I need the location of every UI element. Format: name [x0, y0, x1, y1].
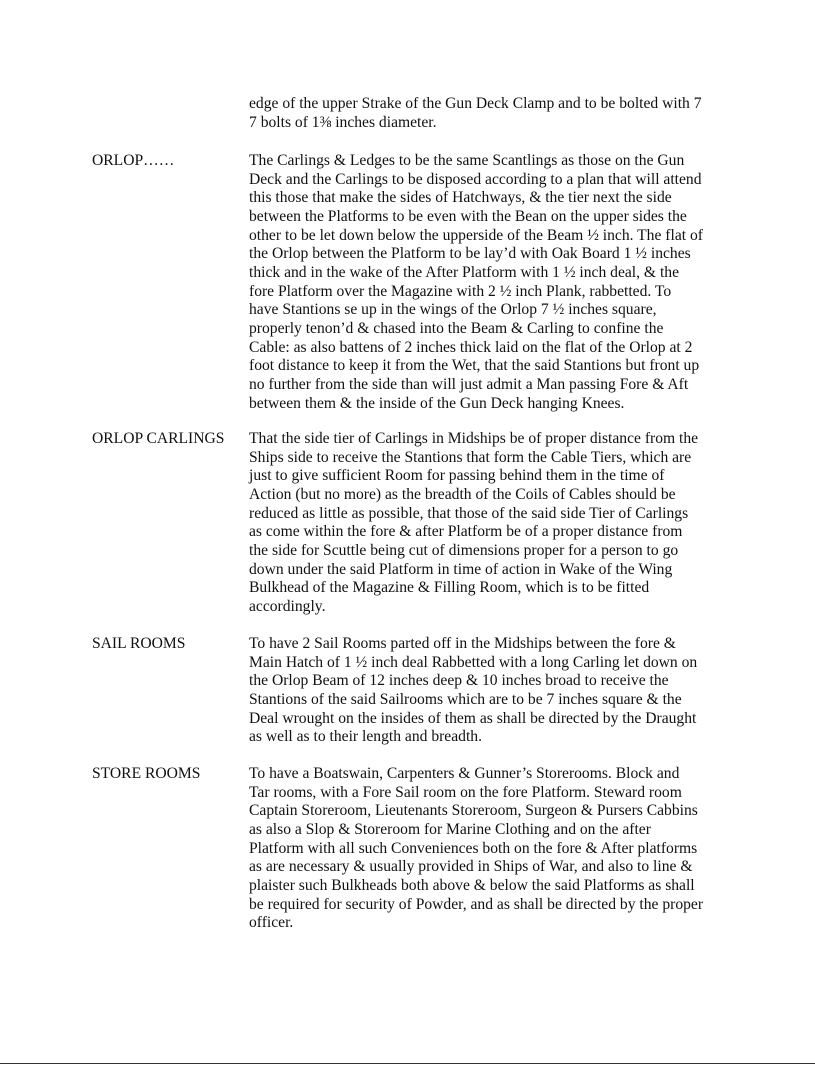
text-line: Cable: as also battens of 2 inches thick laid on the flat of the Orlop at 2 [249, 338, 693, 356]
text-line: plaister such Bulkheads both above & below the said Platforms as shall [249, 876, 695, 894]
text-line: accordingly. [249, 597, 326, 615]
text-line: Tar rooms, with a Fore Sail room on the fore Platform. Steward room [249, 783, 682, 801]
text-line: as well as to their length and breadth. [249, 728, 482, 746]
text-line: as also a Slop & Storeroom for Marine Clothing and on the after [249, 820, 651, 838]
section-body [249, 765, 724, 933]
text-line: no further from the side than will just admit a Man passing Fore & Aft [249, 375, 689, 393]
text-line: Platform with all such Conveniences both on the fore & After platforms [249, 839, 698, 857]
page-bottom-rule [0, 1063, 815, 1064]
text-line: Deck and the Carlings to be disposed according to a plan that will attend [249, 170, 702, 188]
text-line: properly tenon’d & chased into the Beam & Carling to confine the [249, 319, 664, 337]
continuation-paragraph [249, 95, 724, 132]
text-line: foot distance to keep it from the Wet, that the said Stantions but front up [249, 357, 700, 375]
text-line: thick and in the wake of the After Platform with 1 ½ inch deal, & the [249, 263, 680, 281]
text-line: Bulkhead of the Magazine & Filling Room, which is to be fitted [249, 579, 650, 597]
text-line: other to be let down below the upperside of the Beam ½ inch. The flat of [249, 226, 703, 244]
text-line: between them & the inside of the Gun Deck hanging Knees. [249, 394, 625, 412]
text-line: this those that make the sides of Hatchways, & the tier next the side [249, 189, 672, 207]
text-line: The Carlings & Ledges to be the same Scantlings as those on the Gun [249, 152, 685, 169]
text-line: have Stantions se up in the wings of the Orlop 7 ½ inches square, [249, 301, 657, 319]
text-line: just to give sufficient Room for passing behind them in the time of [249, 467, 665, 485]
section-body [249, 635, 724, 747]
text-line: the Orlop Beam of 12 inches deep & 10 inches broad to receive the [249, 672, 669, 690]
text-line: 7 bolts of 1⅜ inches diameter. [249, 113, 437, 131]
text-line: fore Platform over the Magazine with 2 ½ inch Plank, rabbetted. To [249, 282, 672, 300]
section-label: STORE ROOMS [92, 765, 201, 782]
text-line: between the Platforms to be even with the Bean on the upper sides the [249, 207, 687, 225]
text-line: edge of the upper Strake of the Gun Deck Clamp and to be bolted with 7 [249, 95, 702, 112]
text-line: To have 2 Sail Rooms parted off in the Midships between the fore & [249, 635, 676, 652]
text-line: reduced as little as possible, that those of the said side Tier of Carlings [249, 504, 689, 522]
section-label: SAIL ROOMS [92, 635, 186, 652]
text-line: Stantions of the said Sailrooms which are to be 7 inches square & the [249, 690, 682, 708]
text-line: as come within the fore & after Platform be of a proper distance from [249, 523, 683, 541]
text-line: be required for security of Powder, and as shall be directed by the proper [249, 895, 704, 913]
text-line: as are necessary & usually provided in Ships of War, and also to line & [249, 858, 693, 876]
text-line: Action (but no more) as the breadth of the Coils of Cables should be [249, 485, 676, 503]
text-line: Deal wrought on the insides of them as shall be directed by the Draught [249, 709, 697, 727]
text-line: Main Hatch of 1 ½ inch deal Rabbetted with a long Carling let down on [249, 653, 698, 671]
text-line: officer. [249, 914, 294, 932]
text-line: the side for Scuttle being cut of dimensions proper for a person to go [249, 541, 679, 559]
text-line: Captain Storeroom, Lieutenants Storeroom, Surgeon & Pursers Cabbins [249, 802, 698, 820]
section-label: ORLOP…… [92, 152, 175, 169]
text-line: the Orlop between the Platform to be lay’d with Oak Board 1 ½ inches [249, 245, 691, 263]
text-line: To have a Boatswain, Carpenters & Gunner’s Storerooms. Block and [249, 765, 680, 782]
section-body [249, 152, 724, 413]
text-line: That the side tier of Carlings in Midships be of proper distance from the [249, 430, 699, 447]
text-line: down under the said Platform in time of action in Wake of the Wing [249, 560, 673, 578]
text-line: Ships side to receive the Stantions that form the Cable Tiers, which are [249, 448, 692, 466]
section-body [249, 430, 724, 617]
section-label: ORLOP CARLINGS [92, 430, 225, 447]
